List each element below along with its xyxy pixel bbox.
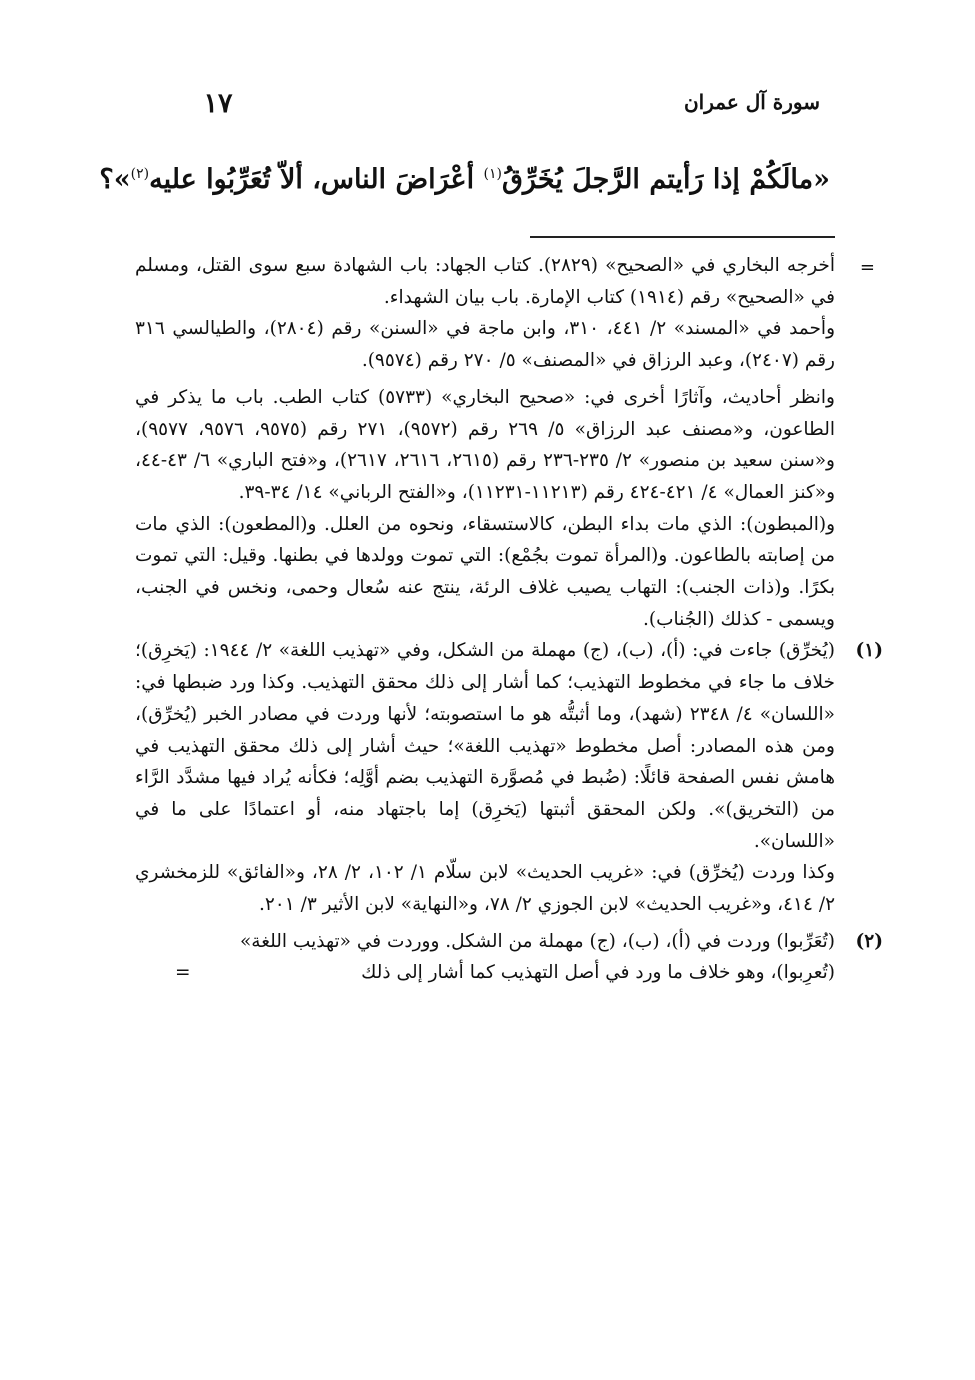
footnote-2-number: (٢) [855,930,883,952]
continued-mark: = [859,257,875,278]
hadith-text [99,150,830,204]
footnote-2-line-2: (تُعرِبوا)، وهو خلاف ما ورد في أصل التهذيب كما أشار إلى ذلك [361,962,835,984]
takhrij-block [135,250,875,377]
running-title: سورة آل عمران [683,90,820,114]
takhrij-paragraph-2: وأحمد في «المسند» ٢/ ٤٤١، ٣١٠، وابن ماجة في «السنن» رقم (٢٨٠٤)، والطيالسي ٣١٦ رقم (٢٤٠٧)، وعبد الرزاق في «المصنف» ٥/ ٢٧٠ رقم (٩٥٧٤). [135,318,836,372]
takhrij-paragraph-1: أخرجه البخاري في «الصحيح» (٢٨٢٩). كتاب الجهاد: باب الشهادة سبع سوى القتل، ومسلم في «الصحيح» رقم (١٩١٤) كتاب الإمارة. باب بيان الشهداء. [135,255,835,308]
footnote-2-line-1: (تُعَرِّبوا) وردت في (أ)، (ب)، (ج) مهملة من الشكل. ووردت في «تهذيب اللغة» [239,930,835,952]
footnote-1-number: (١) [855,640,883,662]
footnote-1-paragraph-1: (يُخرِّق) جاءت في: (أ)، (ب)، (ج) مهملة من الشكل، وفي «تهذيب اللغة» ٢/ ١٩٤٤: (يَخرِق)؛ خلاف ما جاء في مخطوط التهذيب؛ كما أشار إلى ذلك محقق التهذيب. وكذا ورد ضبطها في: «اللسان» ٤/ ٢٣٤٨ (شهد)، وما أثبتُّه هو ما استصوبته؛ لأنها وردت في مصادر الخبر (يُخرِّق)، ومن هذه المصادر: أصل مخطوط «تهذيب اللغة»؛ حيث أشار إلى ذلك محقق التهذيب في هامش نفس الصفحة قائلًا: (ضُبط في مُصوَّرة التهذيب بضم أوَّلِه؛ فكأنه يُراد فيها مشدَّد الرَّاء من (التخريق)». ولكن المحقق أثبتها (يَخرِق) إما باجتهاد منه، أو اعتمادًا على ما في «اللسان». [135,640,835,852]
hadith-close: »؟ [99,164,131,195]
hadith-part-2: أعْرَاضَ الناس، ألاّ تُعَرِّبُوا عليه [149,164,484,195]
hadith-part-1: مالَكُمْ إذا رَأيتم الرَّجلَ يُخَرِّقُ [501,164,814,195]
footnote-ref-1: (١) [483,166,502,182]
footnote-1 [135,635,883,920]
hadith-open-quote: « [813,164,830,195]
footnotes [135,250,883,989]
takhrij-paragraph-4: و(المبطون): الذي مات بداء البطن، كالاستسقاء، ونحوه من العلل. و(المطعون): الذي مات من إصابته بالطاعون. و(المرأة تموت بجُمْع): التي تموت وولدها في بطنها. وقيل: التي تموت بكرًا. و(ذات الجنب): التهاب يصيب غلاف الرئة، ينتج عنه سُعال وحمى، ونخس في الجنب، ويسمى - كذلك (الجُناب). [135,513,835,630]
footnote-1-paragraph-2: وكذا وردت (يُخرِّق) في: «غريب الحديث» لابن سلّام ١/ ١٠٢، ٢/ ٢٨، و«الفائق» للزمخشري ٢/ ٤١٤، و«غريب الحديث» لابن الجوزي ٢/ ٧٨، و«النهاية» لابن الأثير ٣/ ٢٠١. [135,862,835,916]
takhrij-paragraph-3: وانظر أحاديث، وآثارًا أخرى في: «صحيح البخاري» (٥٧٣٣) كتاب الطب. باب ما يذكر في الطاعون، و«مصنف عبد الرزاق» ٥/ ٢٦٩ رقم (٩٥٧٢)، ٢٧١ رقم (٩٥٧٥، ٩٥٧٦، ٩٥٧٧)، و«سنن سعيد بن منصور» ٢/ ٢٣٥-٢٣٦ رقم (٢٦١٥، ٢٦١٦، ٢٦١٧)، و«فتح الباري» ٦/ ٤٣-٤٤، و«كنز العمال» ٤/ ٤٢١-٤٢٤ رقم (١١٢١٣-١١٢٣١)، و«الفتح الرباني» ١٤/ ٣٤-٣٩. [135,386,835,503]
page-number: ١٧ [203,88,233,119]
footnote-rule [530,236,835,238]
footnote-2-last-line [135,957,835,989]
footnote-ref-2: (٢) [130,166,150,182]
footnote-2-continued-mark: = [175,962,191,984]
footnote-2 [135,926,883,989]
